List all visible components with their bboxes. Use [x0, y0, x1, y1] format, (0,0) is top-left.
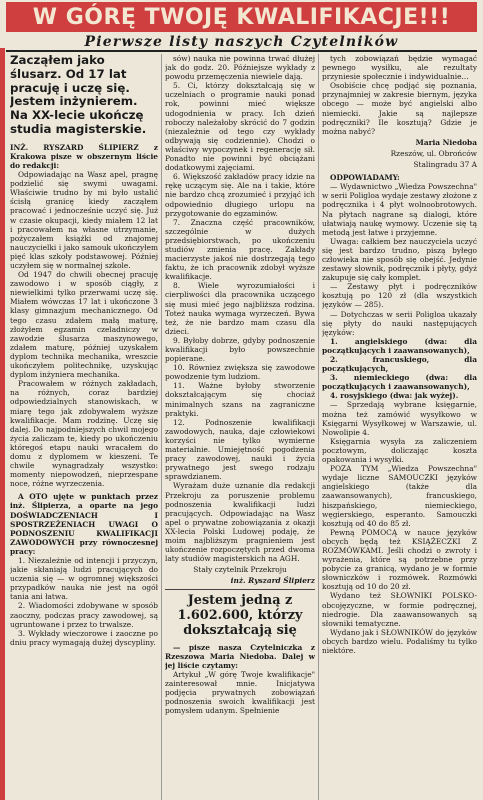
paragraph: 11. Ważne byłoby stworzenie dokształcającym się chociaż minimalnych szans na zagraniczne praktyki.	[165, 381, 315, 418]
paragraph: 7. Znaczna część pracowników, szczególnie w dużych przedsiębiorstwach, po ukończeniu studiów zmienia pracę. Zakłady macierzyste jakoś nie dostrzegają tego faktu, że ich pracownik zdobył wyższe kwalifikacje.	[165, 217, 315, 282]
column-2	[165, 54, 315, 800]
paragraph: POZA TYM „Wiedza Powszechna" wydaje liczne SAMOUCZKI języków angielskiego (także dla zaawansowanych), francuskiego, hiszpańskiego, niemieckiego, węgierskiego, esperanto. Samouczki kosztują od 40 do 85 zł.	[322, 464, 477, 528]
paragraph: Od 1947 do chwili obecnej pracuję zawodowo i w sposób ciągły, z niewielkimi tylko przerwami uczę się. Miałem wówczas 17 lat i ukończone 3 klasy gimnazjum mechanicznego. Od tego czasu zdałem małą maturę, złożyłem egzamin czeladniczy w zawodzie ślusarza maszynowego, zdałem maturę, później uzyskałem dyplom technika mechanika, wreszcie ukończyłem politechnikę, uzyskując dyplom inżyniera mechanika.	[10, 270, 158, 380]
paragraph: Artykuł „W górę Twoje kwalifikacje" zainteresował mnie. Inicjatywa podjęcia prywatnych zobowiązań podnoszenia swoich kwalifikacji jest pomysłem udanym. Spełnienie	[165, 670, 315, 716]
paragraph: Wydano też SŁOWNIKI POLSKO-obcojęzyczne, w formie podręcznej, niedrogie. Dla zaawansowanych są słowniki tematyczne.	[322, 591, 477, 628]
paragraph: 2. Wiadomości zdobywane w sposób zaoczny, podczas pracy zawodowej, są ugruntowane i przez to trwalsze.	[10, 601, 158, 629]
paragraph: 10. Równiez zwiększa się zawodowe powodzenie tym ludziom.	[165, 363, 315, 382]
address-line-2: Stalingradu 37 A	[413, 160, 477, 170]
subtitle: Pierwsze listy naszych Czytelników	[84, 34, 399, 50]
paragraph: 1. Niezależnie od intencji i przyczyn, jakie skłaniają ludzi pracujących do uczenia się — w ogromnej większości przypadków nauka nie jest na ogół tania ani łatwa.	[10, 556, 158, 602]
column-1	[10, 54, 158, 800]
paragraph: 8. Wiele wyrozumiałości i cierpliwości dla pracownika uczącego się musi mieć jego najbliższa rodzina. Toteż nauka wymaga wyrzeczeń. Bywa też, że nie bardzo mam czasu dla dzieci.	[165, 281, 315, 336]
paragraph: tych zobowiązań będzie wymagać pewnego wysiłku, ale rezultaty przyniesie społecznie i indywidualnie...	[322, 54, 477, 82]
paragraph: Wydano jak i SŁOWNIKÓW do języków obcych bardzo wielu. Podaliśmy tu tylko niektóre.	[322, 627, 477, 655]
banner-title: W GÓRĘ TWOJĘ KWALIFIKACJE!!!	[32, 4, 451, 30]
paragraph: 3. Wykłady wieczorowe i zaoczne po dniu pracy wymagają dużej dyscypliny.	[10, 628, 158, 647]
headline-2: Jestem jedną z 1.602.600, którzy dokształcają się	[177, 593, 303, 639]
signature-name: Maria Niedoba	[415, 137, 477, 147]
column-divider	[161, 54, 162, 800]
address-line-1: Rzeszów, ul. Obrońców	[390, 148, 477, 158]
column-3	[322, 54, 477, 800]
signature: inż. Ryszard Ślipierz	[230, 576, 315, 586]
paragraph: — Dotychczas w serii Poligloa ukazały się płyty do nauki następujących języków:	[322, 309, 477, 337]
author-line	[10, 143, 158, 170]
paragraph: Uwaga: całkiem bez nauczyciela uczyć się jest bardzo trudno, piszą byłego człowieka nie sposób się obejść. Jedynie zestawy słownik, podręcznik i płyty, gdyż zakupuje się cały komplet.	[322, 236, 477, 283]
paragraph: Pracowałem w różnych zakładach, na różnych, coraz bardziej odpowiedzialnych stanowiskach, w miarę tego jak zdobywałem wyższe kwalifikacje. Mam rodzinę. Uczę się dalej. Do najpodniejszych chwil mojego życia zaliczam te, kiedy po ukończeniu któregoś etapu nauki wracałem do domu z dyplomem w kieszeni. Te chwile wynagradzały wszystko: momenty niepowodzeń, nieprzespane noce, różne wyrzeczenia.	[10, 379, 158, 489]
header-rule	[6, 50, 477, 52]
paragraph: — Sprzedają wybrane księgarnie, można też zamówić wysyłkowo w Księgarni Wysyłkowej w Warszawie, ul. Nowolipie 4.	[322, 400, 477, 437]
paragraph: 6. Większość zakładów pracy idzie na rękę uczącym się. Ale na i takie, które nie bardzo chcą zrozumieć i przyjąć ich odpowiednio długiego urlopu na przygotowanie do egzaminów.	[165, 172, 315, 218]
red-left-border	[0, 48, 5, 800]
list-item: 2. francuskiego, dla początkujących,	[322, 355, 477, 374]
paragraph: Odpowiadając na Wasz apel, pragnę podzielić się swymi uwagami. Właściwie trudno by mi było ustalić ścisłą granicę kiedy zacząłem pracować i jednocześnie uczyć się. Już w czasie okupacji, kiedy miałem 12 lat i pracowałem na własne utrzymanie, pożyczałem książki od znajomej nauczycielki i jako samouk ukończyłem pięć klas szkoły podstawowej. Później uczyłem się w normalnej szkole.	[10, 170, 158, 270]
list-item: 4. rosyjskiego (dwa: jak wyżej).	[330, 391, 459, 401]
paragraph: sów) nauka nie powinna trwać dłużej jak do godz. 20. Późniejsze wykłady z powodu przemęczenia niewiele dają.	[165, 54, 315, 82]
list-item: 3. niemieckiego (dwa: dla początkujących i zaawansowanych),	[322, 373, 477, 392]
paragraph: — Zestawy płyt i podręczników kosztują po 120 zł (dla wszystkich języków — 285).	[322, 282, 477, 310]
points-lead: A OTO	[18, 492, 48, 502]
paragraph: — Wydawnictwo „Wiedza Powszechna" w serii Poligloa wydaje zestawy złożone z podręcznika i 4 płyt wolnoobrotowych. Na płytach nagrane są dialogi, które ułatwiają naukę wymowy. Uczenie się tą metodą jest łatwe i przyjemne.	[322, 182, 477, 237]
lead-text: — pisze nasza Czytelniczka z Rzeszowa Maria Niedoba. Dalej w jej liście czytamy:	[165, 642, 315, 671]
column-divider	[318, 54, 319, 800]
author-name: INŻ. RYSZARD ŚLIPIERZ	[10, 142, 139, 152]
points-rest: ujęte w punktach przez inż. Ślipierza, a oparte na jego DOŚWIADCZENIACH I SPOSTRZEŻENIACH UWAGI O PODNOSZENIU KWALIFIKACJI ZAWODOWYCH przy równoczesnej pracy:	[10, 492, 158, 556]
paragraph: Wyrażam duże uznanie dla redakcji Przekroju za poruszenie problemu podnoszenia kwalifikacji ludzi pracujących. Odpowiadając na Wasz apel o prywatne zobowiązania z okazji XX-lecia Polski Ludowej podaję, że moim najbliższym pragnieniem jest ukończenie rozpoczętych przed dwoma laty studiów magisterskich na AGH.	[165, 481, 315, 564]
list-item: 1. angielskiego (dwa: dla początkujących i zaawansowanych),	[322, 336, 477, 355]
headline-1: Zacząłem jako ślusarz. Od 17 lat pracuję i uczę się. Jestem inżynierem. Na XX-lecie ukończę studia magisterskie.	[10, 54, 147, 136]
answer-heading: ODPOWIADAMY:	[330, 173, 400, 183]
paragraph: Osobiście chcę podjąć się poznania, przynajmniej w zakresie biernym, języka obcego — może być angielski albo niemiecki. Jakie są najlepsze podręczniki? Ile kosztują? Gdzie je można nabyć?	[322, 81, 477, 136]
divider	[165, 589, 315, 590]
paragraph: 9. Byłoby dobrze, gdyby podnoszenie kwalifikacji było powszechnie popierane.	[165, 335, 315, 364]
signature-pre: Stały czytelnik Przekroju	[193, 565, 287, 575]
paragraph: 12. Podnoszenie kwalifikacji zawodowych, nauka, daje człowiekowi korzyści nie tylko wymierne materialnie. Umiejętność pogodzenia pracy zawodowej, nauki i życia prywatnego jest swego rodzaju sprawdzianem.	[165, 417, 315, 482]
author-tail: z Krakowa pisze w obszernym liście do redakcji:	[10, 142, 158, 170]
paragraph: Pewną POMOCĄ w nauce języków obcych będą też KSIĄŻECZKI Z ROZMÓWKAMI. Jeśli chodzi o zwroty i wyrażenia, które są potrzebne przy pobycie za granicą, wydano je w formie słowniczków i rozmówek. Rozmówki kosztują od 10 do 20 zł.	[322, 527, 477, 592]
paragraph: Księgarnia wysyła za zaliczeniem pocztowym, doliczając koszta opakowania i wysyłki.	[322, 436, 477, 465]
banner	[6, 2, 477, 32]
points-intro	[10, 492, 158, 556]
paragraph: 5. Ci, którzy dokształcają się w uczelniach o programie nauki ponad rok, powinni mieć większe udogodnienia w pracy. Ich dzień roboczy należałoby skrócić do 7 godzin (niezależnie od tego czy wykłady odbywają się codziennie). Chodzi o właściwy wypoczynek i regenerację sił. Ponadto nie powinni być obciążani dodatkowymi zajęciami.	[165, 81, 315, 173]
